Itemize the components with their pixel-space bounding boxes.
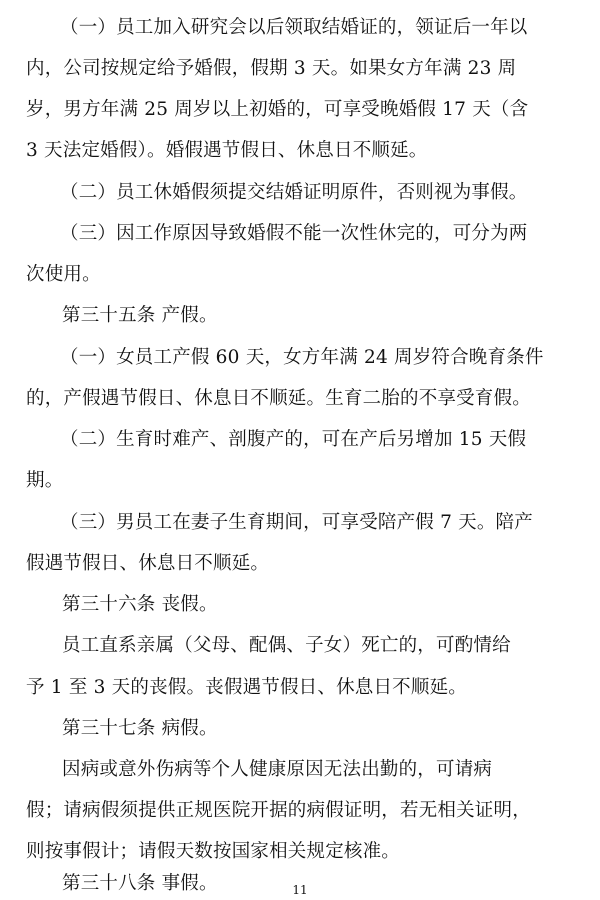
text-line: 予 1 至 3 天的丧假。丧假遇节假日、休息日不顺延。 <box>26 677 467 698</box>
text-line: 假遇节假日、休息日不顺延。 <box>26 553 270 574</box>
text-line: 则按事假计；请假天数按国家相关规定核准。 <box>26 841 401 862</box>
text-line: 假；请病假须提供正规医院开据的病假证明，若无相关证明， <box>26 800 531 821</box>
page-number: 11 <box>292 883 308 897</box>
text-line: （三）因工作原因导致婚假不能一次性休完的，可分为两 <box>60 223 528 244</box>
text-line: 次使用。 <box>26 264 101 285</box>
text-line: （一）女员工产假 60 天，女方年满 24 周岁符合晚育条件 <box>60 347 544 368</box>
text-line: （三）男员工在妻子生育期间，可享受陪产假 7 天。陪产 <box>60 512 533 533</box>
text-line: （一）员工加入研究会以后领取结婚证的，领证后一年以 <box>60 17 528 38</box>
section-heading: 第三十八条 事假。 <box>62 873 218 894</box>
text-line: （二）生育时难产、剖腹产的，可在产后另增加 15 天假 <box>60 429 527 450</box>
text-line: 员工直系亲属（父母、配偶、子女）死亡的，可酌情给 <box>62 635 511 656</box>
text-line: 的，产假遇节假日、休息日不顺延。生育二胎的不享受育假。 <box>26 388 531 409</box>
section-heading: 第三十六条 丧假。 <box>62 594 218 615</box>
text-line: 期。 <box>26 470 64 491</box>
text-line: 因病或意外伤病等个人健康原因无法出勤的，可请病 <box>62 759 493 780</box>
text-line: 内，公司按规定给予婚假，假期 3 天。如果女方年满 23 周 <box>26 58 517 79</box>
section-heading: 第三十七条 病假。 <box>62 718 218 739</box>
section-heading: 第三十五条 产假。 <box>62 305 218 326</box>
text-line: 3 天法定婚假）。婚假遇节假日、休息日不顺延。 <box>26 140 428 161</box>
text-line: 岁，男方年满 25 周岁以上初婚的，可享受晚婚假 17 天（含 <box>26 99 529 120</box>
text-line: （二）员工休婚假须提交结婚证明原件，否则视为事假。 <box>60 182 528 203</box>
